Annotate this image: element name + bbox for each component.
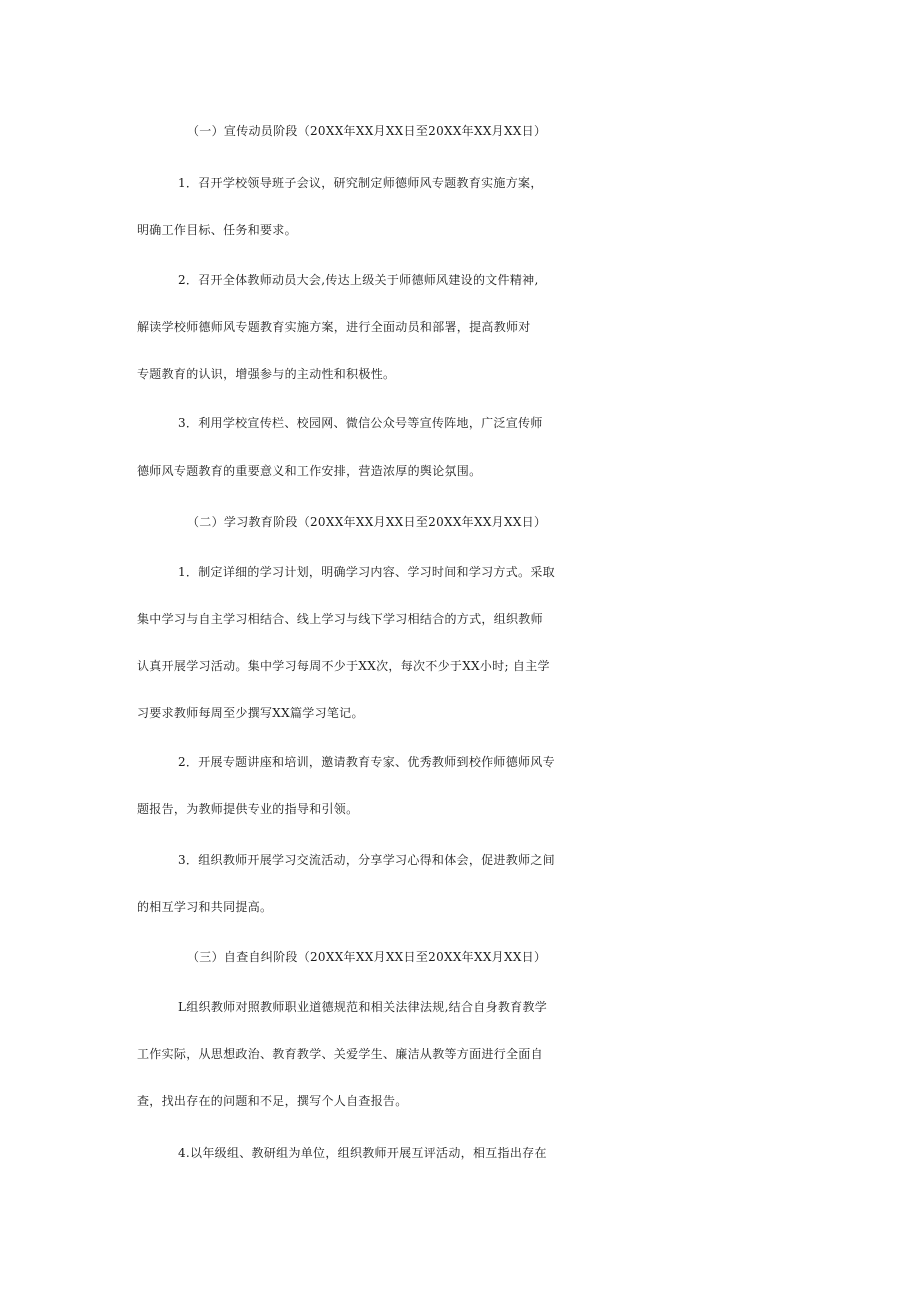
paragraph-line: 4.以年级组、教研组为单位，组织教师开展互评活动，相互指出存在: [178, 1146, 547, 1160]
paragraph-line: 2．开展专题讲座和培训，邀请教育专家、优秀教师到校作师德师风专: [178, 755, 555, 769]
paragraph-line: 查，找出存在的问题和不足，撰写个人自查报告。: [137, 1094, 408, 1108]
paragraph-line: 的相互学习和共同提高。: [137, 900, 273, 914]
paragraph-line: 2．召开全体教师动员大会,传达上级关于师德师风建设的文件精神,: [178, 273, 539, 287]
paragraph-line: 1．召开学校领导班子会议，研究制定师德师风专题教育实施方案，: [178, 176, 543, 190]
paragraph-line: 3．组织教师开展学习交流活动，分享学习心得和体会，促进教师之间: [178, 853, 555, 867]
paragraph-line: 解读学校师德师风专题教育实施方案，进行全面动员和部署，提高教师对: [137, 320, 531, 334]
paragraph-line: 1．制定详细的学习计划，明确学习内容、学习时间和学习方式。采取: [178, 565, 555, 579]
paragraph-line: 3．利用学校宣传栏、校园网、微信公众号等宣传阵地，广泛宣传师: [178, 416, 543, 430]
paragraph-line: 题报告，为教师提供专业的指导和引领。: [137, 802, 359, 816]
section-heading: （二）学习教育阶段（20XX年XX月XX日至20XX年XX月XX日）: [187, 515, 547, 529]
paragraph-line: L组织教师对照教师职业道德规范和相关法律法规,结合自身教育教学: [178, 1000, 548, 1014]
paragraph-line: 认真开展学习活动。集中学习每周不少于XX次，每次不少于XX小时; 自主学: [137, 659, 550, 673]
paragraph-line: 集中学习与自主学习相结合、线上学习与线下学习相结合的方式，组织教师: [137, 612, 543, 626]
paragraph-line: 德师风专题教育的重要意义和工作安排，营造浓厚的舆论氛围。: [137, 464, 482, 478]
paragraph-line: 明确工作目标、任务和要求。: [137, 223, 297, 237]
section-heading: （三）自查自纠阶段（20XX年XX月XX日至20XX年XX月XX日）: [187, 950, 547, 964]
section-heading: （一）宣传动员阶段（20XX年XX月XX日至20XX年XX月XX日）: [187, 124, 547, 138]
paragraph-line: 习要求教师每周至少撰写XX篇学习笔记。: [137, 706, 364, 720]
paragraph-line: 专题教育的认识，增强参与的主动性和积极性。: [137, 367, 396, 381]
paragraph-line: 工作实际，从思想政治、教育教学、关爱学生、廉洁从教等方面进行全面自: [137, 1047, 543, 1061]
